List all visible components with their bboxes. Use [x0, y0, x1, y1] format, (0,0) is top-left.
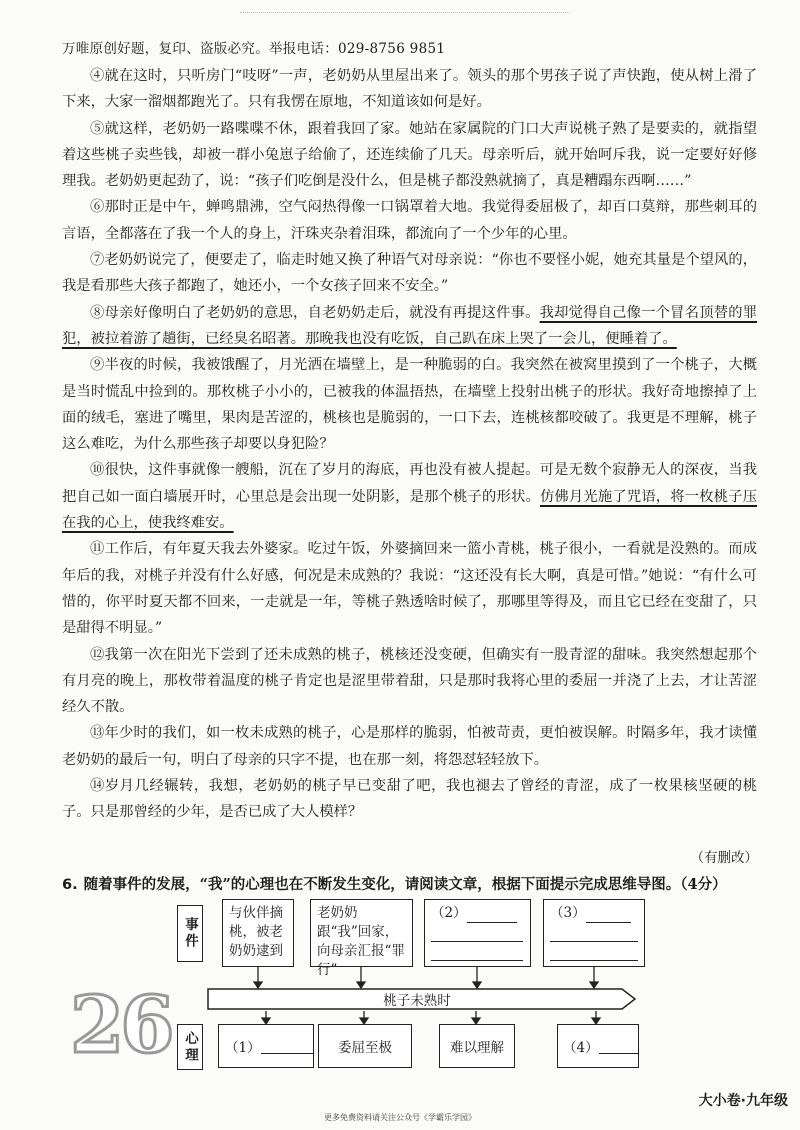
answer-blank-1[interactable] — [261, 1039, 313, 1054]
paragraph — [62, 773, 757, 826]
paragraph — [62, 194, 757, 247]
paragraph-text: ⑬年少时的我们，如一枚未成熟的桃子，心是那样的脆弱，怕被苛责，更怕被误解。时隔多年，我才读懂老奶奶的最后一句，明白了母亲的只字不提，也在那一刻，将怨怼轻轻放下。 — [62, 725, 757, 768]
event-box-3 — [424, 899, 531, 967]
paragraph-text: ⑫我第一次在阳光下尝到了还未成熟的桃子，桃核还没变硬，但确实有一股青涩的甜味。我突然想起那个有月亮的晚上，那枚带着温度的桃子肯定也是涩里带着甜，只是那时我将心里的委屈一并浇了上去，才让苦涩经久不散。 — [62, 646, 757, 716]
mind-box-3: 难以理解 — [439, 1024, 515, 1068]
mind-box-2: 委屈至极 — [318, 1024, 412, 1068]
timeline-label: 桃子未熟时 — [383, 993, 451, 1009]
answer-blank-3b[interactable] — [550, 927, 638, 942]
paragraph — [62, 457, 757, 536]
paragraph-text: ⑧母亲好像明白了老奶奶的意思，自老奶奶走后，就没有再提这件事。 — [90, 304, 540, 321]
copyright-header: 万唯原创好题，复印、盗版必究。举报电话：029-8756 9851 — [62, 41, 446, 57]
paragraph — [62, 247, 757, 300]
mind-box-1 — [218, 1024, 314, 1068]
top-dotted-edge — [240, 0, 570, 13]
underlined-sentence: 那晚我也没有吃饭，自己趴在床上哭了一会儿，便睡着了。 — [305, 330, 677, 347]
article-body — [62, 63, 757, 826]
answer-blank-3c[interactable] — [550, 946, 638, 961]
page-number: 26 — [70, 980, 171, 1071]
paragraph-text: ⑩很快，这件事就像一艘船，沉在了岁月的海底，再也没有被人提起。可是无数个寂静无人的深夜，当我把自己如一面白墙展开时，心里总是会出现一处阴影，是那个桃子的形状。 — [62, 462, 757, 505]
question-text: 随着事件的发展，“我”的心理也在不断发生变化，请阅读文章，根据下面提示完成思维导图。（4分） — [83, 876, 727, 893]
event-blank-label-3: （3） — [550, 905, 586, 921]
question-6 — [62, 873, 762, 894]
paragraph — [62, 536, 757, 641]
event-box-2: 老奶奶跟“我”回家，向母亲汇报“罪行” — [310, 899, 413, 967]
paragraph-text: ④就在这时，只听房门“吱呀”一声，老奶奶从里屋出来了。领头的那个男孩子说了声快跑，使从树上滑了下来，大家一溜烟都跑光了。只有我愣在原地，不知道该如何是好。 — [62, 68, 757, 111]
paragraph-text: ⑦老奶奶说完了，便要走了，临走时她又换了种语气对母亲说：“你也不要怪小妮，她充其量是个望风的，我是看那些大孩子都跑了，她还小，一个女孩子回来不安全。” — [62, 252, 757, 295]
event-box-1: 与伙伴摘桃，被老奶奶逮到 — [222, 899, 294, 967]
answer-blank-3[interactable] — [586, 908, 631, 923]
paragraph-text: ⑤就这样，老奶奶一路喋喋不休，跟着我回了家。她站在家属院的门口大声说桃子熟了是要卖的，就指望着这些桃子卖些钱，却被一群小兔崽子给偷了，还连续偷了几天。母亲听后，就开始呵斥我，说一定要好好修理我。老奶奶更起劲了，说：“孩子们吃倒是没什么，但是桃子都没熟就摘了，真是糟蹋东西啊……” — [62, 120, 757, 190]
grade-label: 大小卷·九年级 — [698, 1093, 788, 1109]
underlined-sentence: 我却觉得自己像一个冒名顶替的罪犯，被拉着游了趟街，已经臭名昭著。 — [62, 304, 757, 347]
underlined-sentence: 仿佛月光施了咒语，将一枚桃子压在我的心上，使我终难安。 — [62, 488, 757, 532]
paragraph — [62, 642, 757, 721]
event-blank-label-2: （2） — [431, 905, 467, 921]
paragraph — [62, 63, 757, 116]
answer-blank-4[interactable] — [599, 1039, 638, 1054]
question-number: 6. — [62, 877, 78, 893]
event-box-4 — [543, 899, 645, 967]
answer-blank-2b[interactable] — [431, 927, 523, 942]
event-tag: 事件 — [177, 905, 203, 962]
mind-box-4 — [557, 1024, 639, 1068]
mind-blank-label-1: （1） — [225, 1040, 261, 1056]
paragraph — [62, 720, 757, 773]
answer-blank-2c[interactable] — [431, 946, 523, 961]
paragraph — [62, 352, 757, 457]
paragraph — [62, 300, 757, 353]
mind-tag: 心理 — [177, 1024, 203, 1070]
edit-credit: （有删改） — [690, 850, 758, 866]
mind-blank-label-4: （4） — [563, 1040, 599, 1056]
paragraph-text: ⑨半夜的时候，我被饿醒了，月光洒在墙壁上，是一种脆弱的白。我突然在被窝里摸到了一个桃子，大概是当时慌乱中捡到的。那枚桃子小小的，已被我的体温捂热，在墙壁上投射出桃子的形状。我好奇地擦掉了上面的绒毛，塞进了嘴里，果肉是苦涩的，桃核也是脆弱的，一口下去，连桃核都咬破了。我更是不理解，桃子这么难吃，为什么那些孩子却要以身犯险？ — [62, 357, 757, 453]
paragraph — [62, 116, 757, 195]
answer-blank-2[interactable] — [467, 908, 517, 923]
paragraph-text: ⑭岁月几经辗转，我想，老奶奶的桃子早已变甜了吧，我也褪去了曾经的青涩，成了一枚果核坚硬的桃子。只是那曾经的少年，是否已成了大人模样？ — [62, 778, 757, 821]
footer-note: 更多免费资料请关注公众号《学霸乐学园》 — [324, 1113, 476, 1122]
paragraph-text: ⑥那时正是中午，蝉鸣鼎沸，空气闷热得像一口锅罩着大地。我觉得委屈极了，却百口莫辩，那些刺耳的言语，全都落在了我一个人的身上，汗珠夹杂着泪珠，都流向了一个少年的心里。 — [62, 199, 757, 242]
paragraph-text: ⑪工作后，有年夏天我去外婆家。吃过午饭，外婆摘回来一篮小青桃，桃子很小，一看就是没熟的。而成年后的我，对桃子并没有什么好感，何况是未成熟的？我说：“这还没有长大啊，真是可惜。”她说：“有什么可惜的，你平时夏天都不回来，一走就是一年，等桃子熟透啥时候了，那哪里等得及，而且它已经在变甜了，只是甜得不明显。” — [62, 541, 757, 637]
